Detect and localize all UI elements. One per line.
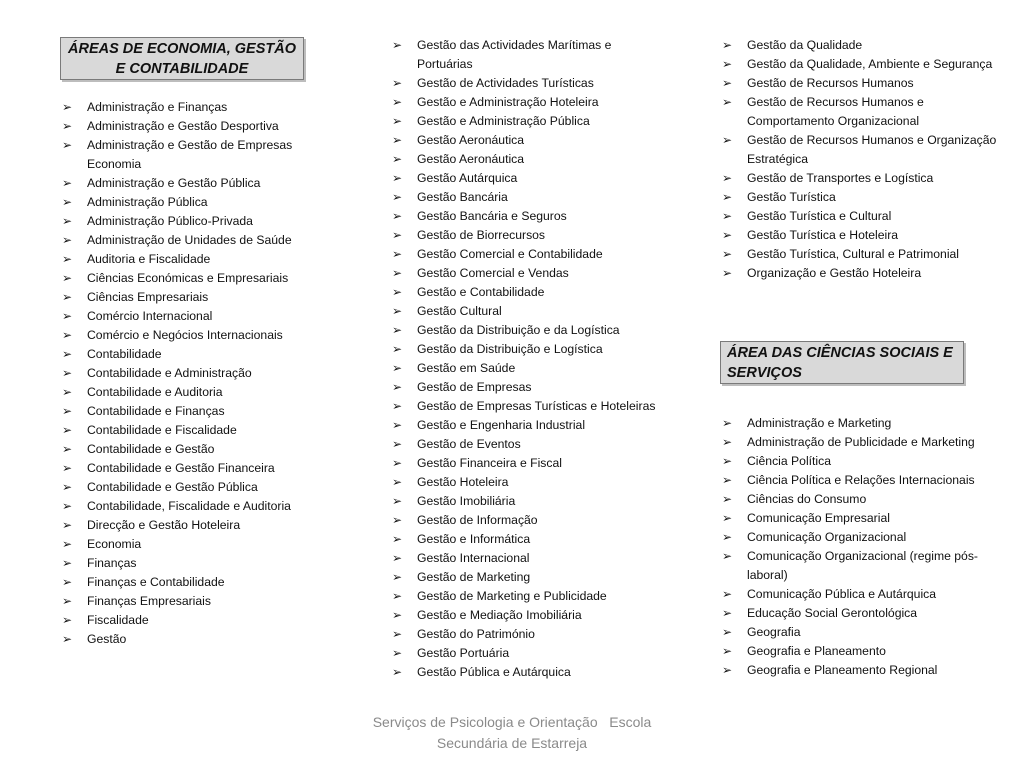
arrow-bullet-icon: ➢ — [62, 385, 73, 399]
list-item-label: Gestão Comercial e Contabilidade — [417, 247, 603, 261]
arrow-bullet-icon: ➢ — [722, 473, 733, 487]
list-item — [60, 98, 310, 117]
list-item-label: Contabilidade — [87, 347, 162, 361]
list-item-label: Gestão de Actividades Turísticas — [417, 76, 594, 90]
list-item-label: Finanças e Contabilidade — [87, 575, 225, 589]
arrow-bullet-icon: ➢ — [62, 347, 73, 361]
list-item-label: Gestão e Mediação Imobiliária — [417, 608, 582, 622]
list-item-label: Gestão Turística e Cultural — [747, 209, 892, 223]
list-item-label: Gestão de Empresas — [417, 380, 532, 394]
list-item — [60, 440, 310, 459]
list-item-label: Gestão Bancária e Seguros — [417, 209, 567, 223]
list-item-label: Gestão de Recursos Humanos e Organização Estratégica — [747, 133, 997, 166]
arrow-bullet-icon: ➢ — [392, 361, 403, 375]
footer-line-1: Serviços de Psicologia e Orientação Escola — [372, 714, 652, 730]
list-item — [720, 245, 998, 264]
arrow-bullet-icon: ➢ — [62, 366, 73, 380]
list-item — [390, 340, 670, 359]
list-item-label: Contabilidade e Finanças — [87, 404, 225, 418]
arrow-bullet-icon: ➢ — [392, 494, 403, 508]
list-item-label: Gestão Comercial e Vendas — [417, 266, 569, 280]
list-item-label: Administração e Gestão Pública — [87, 176, 261, 190]
list-item-label: Gestão de Empresas Turísticas e Hoteleiras — [417, 399, 656, 413]
list-item-label: Gestão Internacional — [417, 551, 530, 565]
list-item-label: Gestão Cultural — [417, 304, 502, 318]
list-item — [60, 250, 310, 269]
list-item-label: Gestão da Distribuição e da Logística — [417, 323, 620, 337]
list-item-label: Administração de Unidades de Saúde — [87, 233, 292, 247]
list-item-label: Ciências Empresariais — [87, 290, 209, 304]
list-item — [60, 269, 310, 288]
list-item — [60, 174, 310, 193]
course-list-ciencias-sociais — [720, 414, 998, 680]
course-list-economia-col1 — [60, 98, 310, 649]
list-item — [390, 530, 670, 549]
list-item — [390, 416, 670, 435]
list-item-label: Contabilidade e Gestão Financeira — [87, 461, 275, 475]
list-item-label: Auditoria e Fiscalidade — [87, 252, 211, 266]
arrow-bullet-icon: ➢ — [392, 570, 403, 584]
list-item-label: Contabilidade, Fiscalidade e Auditoria — [87, 499, 291, 513]
arrow-bullet-icon: ➢ — [392, 38, 403, 52]
arrow-bullet-icon: ➢ — [722, 228, 733, 242]
list-item-label: Comunicação Organizacional (regime pós-laboral) — [747, 549, 978, 582]
list-item — [390, 226, 670, 245]
section-title-ciencias-sociais: ÁREA DAS CIÊNCIAS SOCIAIS E SERVIÇOS — [727, 345, 953, 381]
arrow-bullet-icon: ➢ — [722, 266, 733, 280]
list-item — [60, 307, 310, 326]
list-item-label: Gestão — [87, 632, 127, 646]
list-item — [720, 642, 998, 661]
list-item-label: Comércio e Negócios Internacionais — [87, 328, 283, 342]
arrow-bullet-icon: ➢ — [62, 404, 73, 418]
arrow-bullet-icon: ➢ — [722, 511, 733, 525]
list-item — [60, 212, 310, 231]
arrow-bullet-icon: ➢ — [392, 475, 403, 489]
list-item — [720, 131, 998, 169]
list-item — [720, 528, 998, 547]
list-item — [720, 226, 998, 245]
list-item — [720, 93, 998, 131]
list-item-label: Comunicação Pública e Autárquica — [747, 587, 937, 601]
list-item-label: Contabilidade e Fiscalidade — [87, 423, 237, 437]
list-item — [60, 592, 310, 611]
list-item — [60, 326, 310, 345]
list-item-label: Gestão Pública e Autárquica — [417, 665, 571, 679]
list-item-label: Administração Pública — [87, 195, 208, 209]
arrow-bullet-icon: ➢ — [62, 537, 73, 551]
arrow-bullet-icon: ➢ — [62, 556, 73, 570]
list-item-label: Contabilidade e Administração — [87, 366, 252, 380]
list-item — [60, 497, 310, 516]
arrow-bullet-icon: ➢ — [392, 304, 403, 318]
arrow-bullet-icon: ➢ — [722, 625, 733, 639]
list-item-label: Administração e Marketing — [747, 416, 892, 430]
list-item-label: Gestão da Qualidade — [747, 38, 863, 52]
arrow-bullet-icon: ➢ — [392, 627, 403, 641]
arrow-bullet-icon: ➢ — [62, 632, 73, 646]
list-item-label: Gestão de Recursos Humanos e Comportamento Organizacional — [747, 95, 924, 128]
list-item — [60, 193, 310, 212]
arrow-bullet-icon: ➢ — [392, 456, 403, 470]
arrow-bullet-icon: ➢ — [392, 209, 403, 223]
list-item-label: Gestão da Distribuição e Logística — [417, 342, 603, 356]
arrow-bullet-icon: ➢ — [722, 663, 733, 677]
arrow-bullet-icon: ➢ — [722, 171, 733, 185]
list-item — [720, 490, 998, 509]
list-item-label: Gestão das Actividades Marítimas e Portuárias — [417, 38, 612, 71]
list-item — [720, 547, 998, 585]
list-item — [390, 359, 670, 378]
list-item-label: Gestão do Património — [417, 627, 535, 641]
list-item — [720, 188, 998, 207]
section-header-economia — [60, 37, 304, 80]
arrow-bullet-icon: ➢ — [62, 195, 73, 209]
list-item — [390, 492, 670, 511]
list-item — [390, 169, 670, 188]
arrow-bullet-icon: ➢ — [722, 95, 733, 109]
arrow-bullet-icon: ➢ — [722, 247, 733, 261]
list-item — [390, 321, 670, 340]
arrow-bullet-icon: ➢ — [392, 247, 403, 261]
list-item — [720, 36, 998, 55]
list-item — [720, 509, 998, 528]
arrow-bullet-icon: ➢ — [722, 606, 733, 620]
arrow-bullet-icon: ➢ — [722, 492, 733, 506]
arrow-bullet-icon: ➢ — [62, 309, 73, 323]
arrow-bullet-icon: ➢ — [62, 252, 73, 266]
list-item — [720, 264, 998, 283]
list-item-label: Comunicação Organizacional — [747, 530, 907, 544]
list-item — [390, 74, 670, 93]
list-item-label: Gestão Imobiliária — [417, 494, 516, 508]
arrow-bullet-icon: ➢ — [62, 499, 73, 513]
arrow-bullet-icon: ➢ — [722, 190, 733, 204]
list-item — [390, 36, 670, 74]
list-item — [390, 112, 670, 131]
list-item-label: Gestão de Recursos Humanos — [747, 76, 914, 90]
arrow-bullet-icon: ➢ — [392, 399, 403, 413]
list-item — [390, 625, 670, 644]
section-title-economia: ÁREAS DE ECONOMIA, GESTÃO E CONTABILIDADE — [68, 41, 296, 77]
list-item-label: Gestão Aeronáutica — [417, 133, 525, 147]
arrow-bullet-icon: ➢ — [392, 665, 403, 679]
arrow-bullet-icon: ➢ — [62, 613, 73, 627]
list-item-label: Administração e Gestão de Empresas Economia — [87, 138, 293, 171]
list-item-label: Gestão de Marketing — [417, 570, 531, 584]
arrow-bullet-icon: ➢ — [392, 437, 403, 451]
list-item-label: Finanças Empresariais — [87, 594, 211, 608]
list-item — [390, 587, 670, 606]
list-item-label: Contabilidade e Gestão Pública — [87, 480, 258, 494]
arrow-bullet-icon: ➢ — [722, 435, 733, 449]
arrow-bullet-icon: ➢ — [62, 423, 73, 437]
list-item — [390, 283, 670, 302]
arrow-bullet-icon: ➢ — [62, 290, 73, 304]
list-item-label: Direcção e Gestão Hoteleira — [87, 518, 241, 532]
arrow-bullet-icon: ➢ — [392, 646, 403, 660]
list-item-label: Gestão de Eventos — [417, 437, 521, 451]
arrow-bullet-icon: ➢ — [62, 100, 73, 114]
list-item — [60, 630, 310, 649]
list-item-label: Administração e Gestão Desportiva — [87, 119, 279, 133]
list-item — [390, 245, 670, 264]
list-item-label: Comércio Internacional — [87, 309, 213, 323]
list-item-label: Contabilidade e Auditoria — [87, 385, 223, 399]
course-list-economia-col3 — [720, 36, 998, 283]
list-item — [60, 117, 310, 136]
course-list-economia-col2 — [390, 36, 670, 682]
list-item — [720, 623, 998, 642]
list-item-label: Ciências do Consumo — [747, 492, 867, 506]
arrow-bullet-icon: ➢ — [722, 38, 733, 52]
list-item — [60, 345, 310, 364]
list-item — [390, 473, 670, 492]
list-item — [60, 573, 310, 592]
list-item-label: Gestão de Biorrecursos — [417, 228, 546, 242]
list-item — [390, 188, 670, 207]
list-item-label: Gestão da Qualidade, Ambiente e Segurança — [747, 57, 993, 71]
arrow-bullet-icon: ➢ — [392, 114, 403, 128]
list-item — [60, 383, 310, 402]
list-item — [720, 433, 998, 452]
list-item-label: Gestão Hoteleira — [417, 475, 509, 489]
list-item-label: Gestão em Saúde — [417, 361, 516, 375]
arrow-bullet-icon: ➢ — [392, 418, 403, 432]
list-item-label: Gestão Financeira e Fiscal — [417, 456, 562, 470]
arrow-bullet-icon: ➢ — [392, 608, 403, 622]
list-item-label: Gestão e Informática — [417, 532, 531, 546]
arrow-bullet-icon: ➢ — [392, 285, 403, 299]
arrow-bullet-icon: ➢ — [392, 551, 403, 565]
arrow-bullet-icon: ➢ — [62, 442, 73, 456]
arrow-bullet-icon: ➢ — [392, 76, 403, 90]
list-item-label: Gestão de Transportes e Logística — [747, 171, 934, 185]
list-item — [60, 478, 310, 497]
arrow-bullet-icon: ➢ — [722, 549, 733, 563]
arrow-bullet-icon: ➢ — [392, 342, 403, 356]
list-item — [60, 611, 310, 630]
list-item — [720, 452, 998, 471]
list-item-label: Administração e Finanças — [87, 100, 228, 114]
list-item — [390, 302, 670, 321]
arrow-bullet-icon: ➢ — [392, 228, 403, 242]
list-item — [390, 207, 670, 226]
arrow-bullet-icon: ➢ — [62, 119, 73, 133]
list-item — [390, 511, 670, 530]
list-item-label: Fiscalidade — [87, 613, 149, 627]
list-item — [60, 231, 310, 250]
arrow-bullet-icon: ➢ — [392, 380, 403, 394]
list-item — [60, 421, 310, 440]
arrow-bullet-icon: ➢ — [722, 454, 733, 468]
list-item-label: Gestão Portuária — [417, 646, 510, 660]
arrow-bullet-icon: ➢ — [62, 328, 73, 342]
arrow-bullet-icon: ➢ — [62, 480, 73, 494]
arrow-bullet-icon: ➢ — [62, 594, 73, 608]
arrow-bullet-icon: ➢ — [392, 323, 403, 337]
list-item — [720, 414, 998, 433]
arrow-bullet-icon: ➢ — [722, 209, 733, 223]
list-item — [390, 606, 670, 625]
list-item-label: Contabilidade e Gestão — [87, 442, 215, 456]
arrow-bullet-icon: ➢ — [62, 271, 73, 285]
footer — [340, 712, 684, 754]
list-item-label: Geografia e Planeamento — [747, 644, 886, 658]
list-item — [390, 264, 670, 283]
list-item-label: Ciência Política e Relações Internacionais — [747, 473, 975, 487]
list-item — [60, 554, 310, 573]
list-item — [720, 55, 998, 74]
list-item — [390, 397, 670, 416]
list-item — [60, 459, 310, 478]
arrow-bullet-icon: ➢ — [62, 138, 73, 152]
list-item-label: Gestão Aeronáutica — [417, 152, 525, 166]
list-item-label: Gestão e Engenharia Industrial — [417, 418, 586, 432]
list-item — [720, 661, 998, 680]
arrow-bullet-icon: ➢ — [722, 587, 733, 601]
list-item — [390, 568, 670, 587]
list-item-label: Gestão e Contabilidade — [417, 285, 545, 299]
list-item — [390, 644, 670, 663]
list-item — [60, 516, 310, 535]
list-item — [390, 454, 670, 473]
list-item-label: Ciências Económicas e Empresariais — [87, 271, 289, 285]
list-item-label: Gestão Turística e Hoteleira — [747, 228, 899, 242]
list-item — [720, 471, 998, 490]
arrow-bullet-icon: ➢ — [62, 461, 73, 475]
arrow-bullet-icon: ➢ — [392, 152, 403, 166]
arrow-bullet-icon: ➢ — [392, 133, 403, 147]
list-item-label: Gestão e Administração Pública — [417, 114, 590, 128]
list-item — [390, 131, 670, 150]
arrow-bullet-icon: ➢ — [722, 57, 733, 71]
list-item-label: Gestão de Marketing e Publicidade — [417, 589, 607, 603]
list-item — [60, 402, 310, 421]
list-item-label: Gestão Autárquica — [417, 171, 518, 185]
list-item-label: Gestão Bancária — [417, 190, 508, 204]
list-item — [390, 435, 670, 454]
list-item — [390, 378, 670, 397]
list-item — [60, 288, 310, 307]
arrow-bullet-icon: ➢ — [62, 518, 73, 532]
list-item-label: Gestão e Administração Hoteleira — [417, 95, 599, 109]
list-item — [720, 604, 998, 623]
list-item — [720, 74, 998, 93]
list-item — [720, 169, 998, 188]
list-item-label: Gestão Turística — [747, 190, 836, 204]
list-item — [390, 549, 670, 568]
list-item — [60, 535, 310, 554]
list-item — [720, 207, 998, 226]
list-item-label: Ciência Política — [747, 454, 831, 468]
list-item-label: Economia — [87, 537, 142, 551]
arrow-bullet-icon: ➢ — [62, 214, 73, 228]
list-item — [60, 136, 310, 174]
arrow-bullet-icon: ➢ — [392, 532, 403, 546]
arrow-bullet-icon: ➢ — [722, 644, 733, 658]
arrow-bullet-icon: ➢ — [62, 575, 73, 589]
list-item-label: Geografia — [747, 625, 801, 639]
arrow-bullet-icon: ➢ — [392, 266, 403, 280]
list-item — [390, 663, 670, 682]
arrow-bullet-icon: ➢ — [62, 233, 73, 247]
list-item-label: Organização e Gestão Hoteleira — [747, 266, 922, 280]
list-item-label: Administração Público-Privada — [87, 214, 253, 228]
arrow-bullet-icon: ➢ — [722, 530, 733, 544]
footer-line-2: Secundária de Estarreja — [436, 735, 588, 751]
arrow-bullet-icon: ➢ — [722, 76, 733, 90]
list-item-label: Administração de Publicidade e Marketing — [747, 435, 975, 449]
arrow-bullet-icon: ➢ — [392, 190, 403, 204]
list-item — [390, 93, 670, 112]
arrow-bullet-icon: ➢ — [392, 95, 403, 109]
list-item-label: Finanças — [87, 556, 137, 570]
list-item-label: Gestão de Informação — [417, 513, 538, 527]
list-item-label: Educação Social Gerontológica — [747, 606, 918, 620]
list-item-label: Gestão Turística, Cultural e Patrimonial — [747, 247, 960, 261]
arrow-bullet-icon: ➢ — [392, 513, 403, 527]
list-item-label: Comunicação Empresarial — [747, 511, 890, 525]
arrow-bullet-icon: ➢ — [722, 133, 733, 147]
list-item — [720, 585, 998, 604]
list-item-label: Geografia e Planeamento Regional — [747, 663, 938, 677]
section-header-ciencias-sociais — [720, 341, 964, 384]
list-item — [60, 364, 310, 383]
arrow-bullet-icon: ➢ — [392, 589, 403, 603]
arrow-bullet-icon: ➢ — [392, 171, 403, 185]
arrow-bullet-icon: ➢ — [62, 176, 73, 190]
arrow-bullet-icon: ➢ — [722, 416, 733, 430]
list-item — [390, 150, 670, 169]
